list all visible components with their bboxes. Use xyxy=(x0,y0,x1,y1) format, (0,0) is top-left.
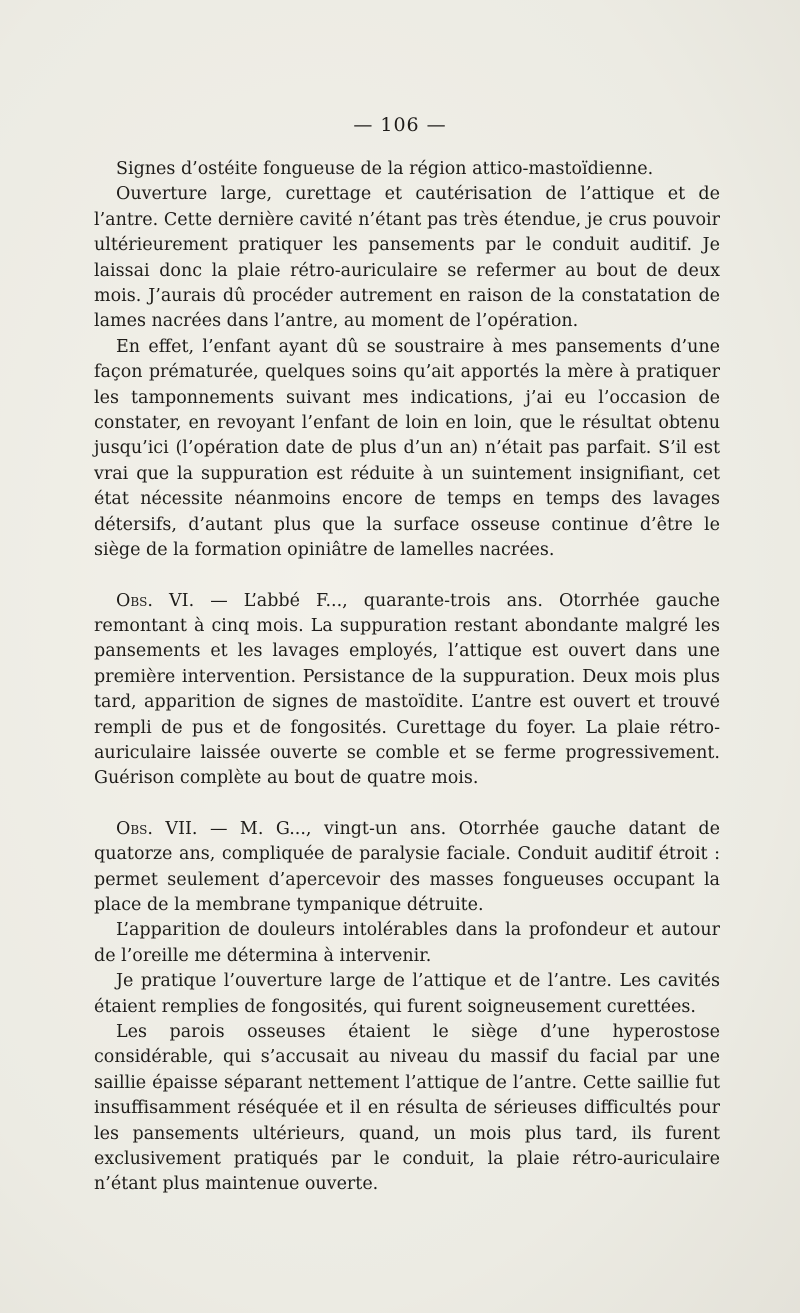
observation-label: Obs. VI. xyxy=(116,590,195,611)
paragraph: L’apparition de douleurs intolérables dans la profondeur et autour de l’oreille me détermina à intervenir. xyxy=(94,920,720,966)
page-number: — 106 — xyxy=(353,114,447,136)
paragraph: Ouverture large, curettage et cautérisation de l’attique et de l’antre. Cette dernière cavité n’étant pas très étendue, je crus pouvoir ultérieurement pratiquer les pansements par le conduit auditif. Je laissai donc la plaie rétro-auriculaire se refermer au bout de deux mois. J’aurais dû procéder autrement en raison de la constatation de lames nacrées dans l’antre, au moment de l’opération. xyxy=(94,184,720,332)
observation-text: — L’abbé F..., quarante-trois ans. Otorrhée gauche remontant à cinq mois. La suppuration restant abondante malgré les pansements et les lavages employés, l’attique est ouvert dans une première intervention. Persistance de la suppuration. Deux mois plus tard, apparition de signes de mastoïdite. L’antre est ouvert et trouvé rempli de pus et de fongosités. Curettage du foyer. La plaie rétro-auriculaire laissée ouverte se comble et se ferme progressivement. Guérison complète au bout de quatre mois. xyxy=(94,590,721,789)
paragraph: Je pratique l’ouverture large de l’attique et de l’antre. Les cavités étaient remplies de fongosités, qui furent soigneusement curettées. xyxy=(94,971,720,1017)
paragraph: Signes d’ostéite fongueuse de la région attico-mastoïdienne. xyxy=(116,159,654,179)
paragraph: En effet, l’enfant ayant dû se soustraire à mes pansements d’une façon prématurée, quelques soins qu’ait apportés la mère à pratiquer les tamponnements suivant mes indications, j’ai eu l’occasion de constater, en revoyant l’enfant de loin en loin, que le résultat obtenu jusqu’ici (l’opération date de plus d’un an) n’était pas parfait. S’il est vrai que la suppuration est réduite à un suintement insignifiant, cet état nécessite néanmoins encore de temps en temps des lavages détersifs, d’autant plus que la surface osseuse continue d’être le siège de la formation opiniâtre de lamelles nacrées. xyxy=(94,336,720,561)
paragraph: Les parois osseuses étaient le siège d’une hyperostose considérable, qui s’accusait au niveau du massif du facial par une saillie épaisse séparant nettement l’attique de l’antre. Cette saillie fut insuffisamment réséquée et il en résulta de sérieuses difficultés pour les pansements ultérieurs, quand, un mois plus tard, ils furent exclusivement pratiqués par le conduit, la plaie rétro-auriculaire n’étant plus maintenue ouverte. xyxy=(94,1022,720,1195)
observation-7 xyxy=(94,817,720,919)
body-text xyxy=(94,157,720,1198)
observation-6 xyxy=(94,589,720,792)
observation-label: Obs. VII. xyxy=(116,818,198,839)
observation-text: — M. G..., vingt-un ans. Otorrhée gauche datant de quatorze ans, compliquée de paralysie faciale. Conduit auditif étroit : permet seulement d’apercevoir des masses fongueuses occupant la place de la membrane tympanique détruite. xyxy=(94,818,720,915)
